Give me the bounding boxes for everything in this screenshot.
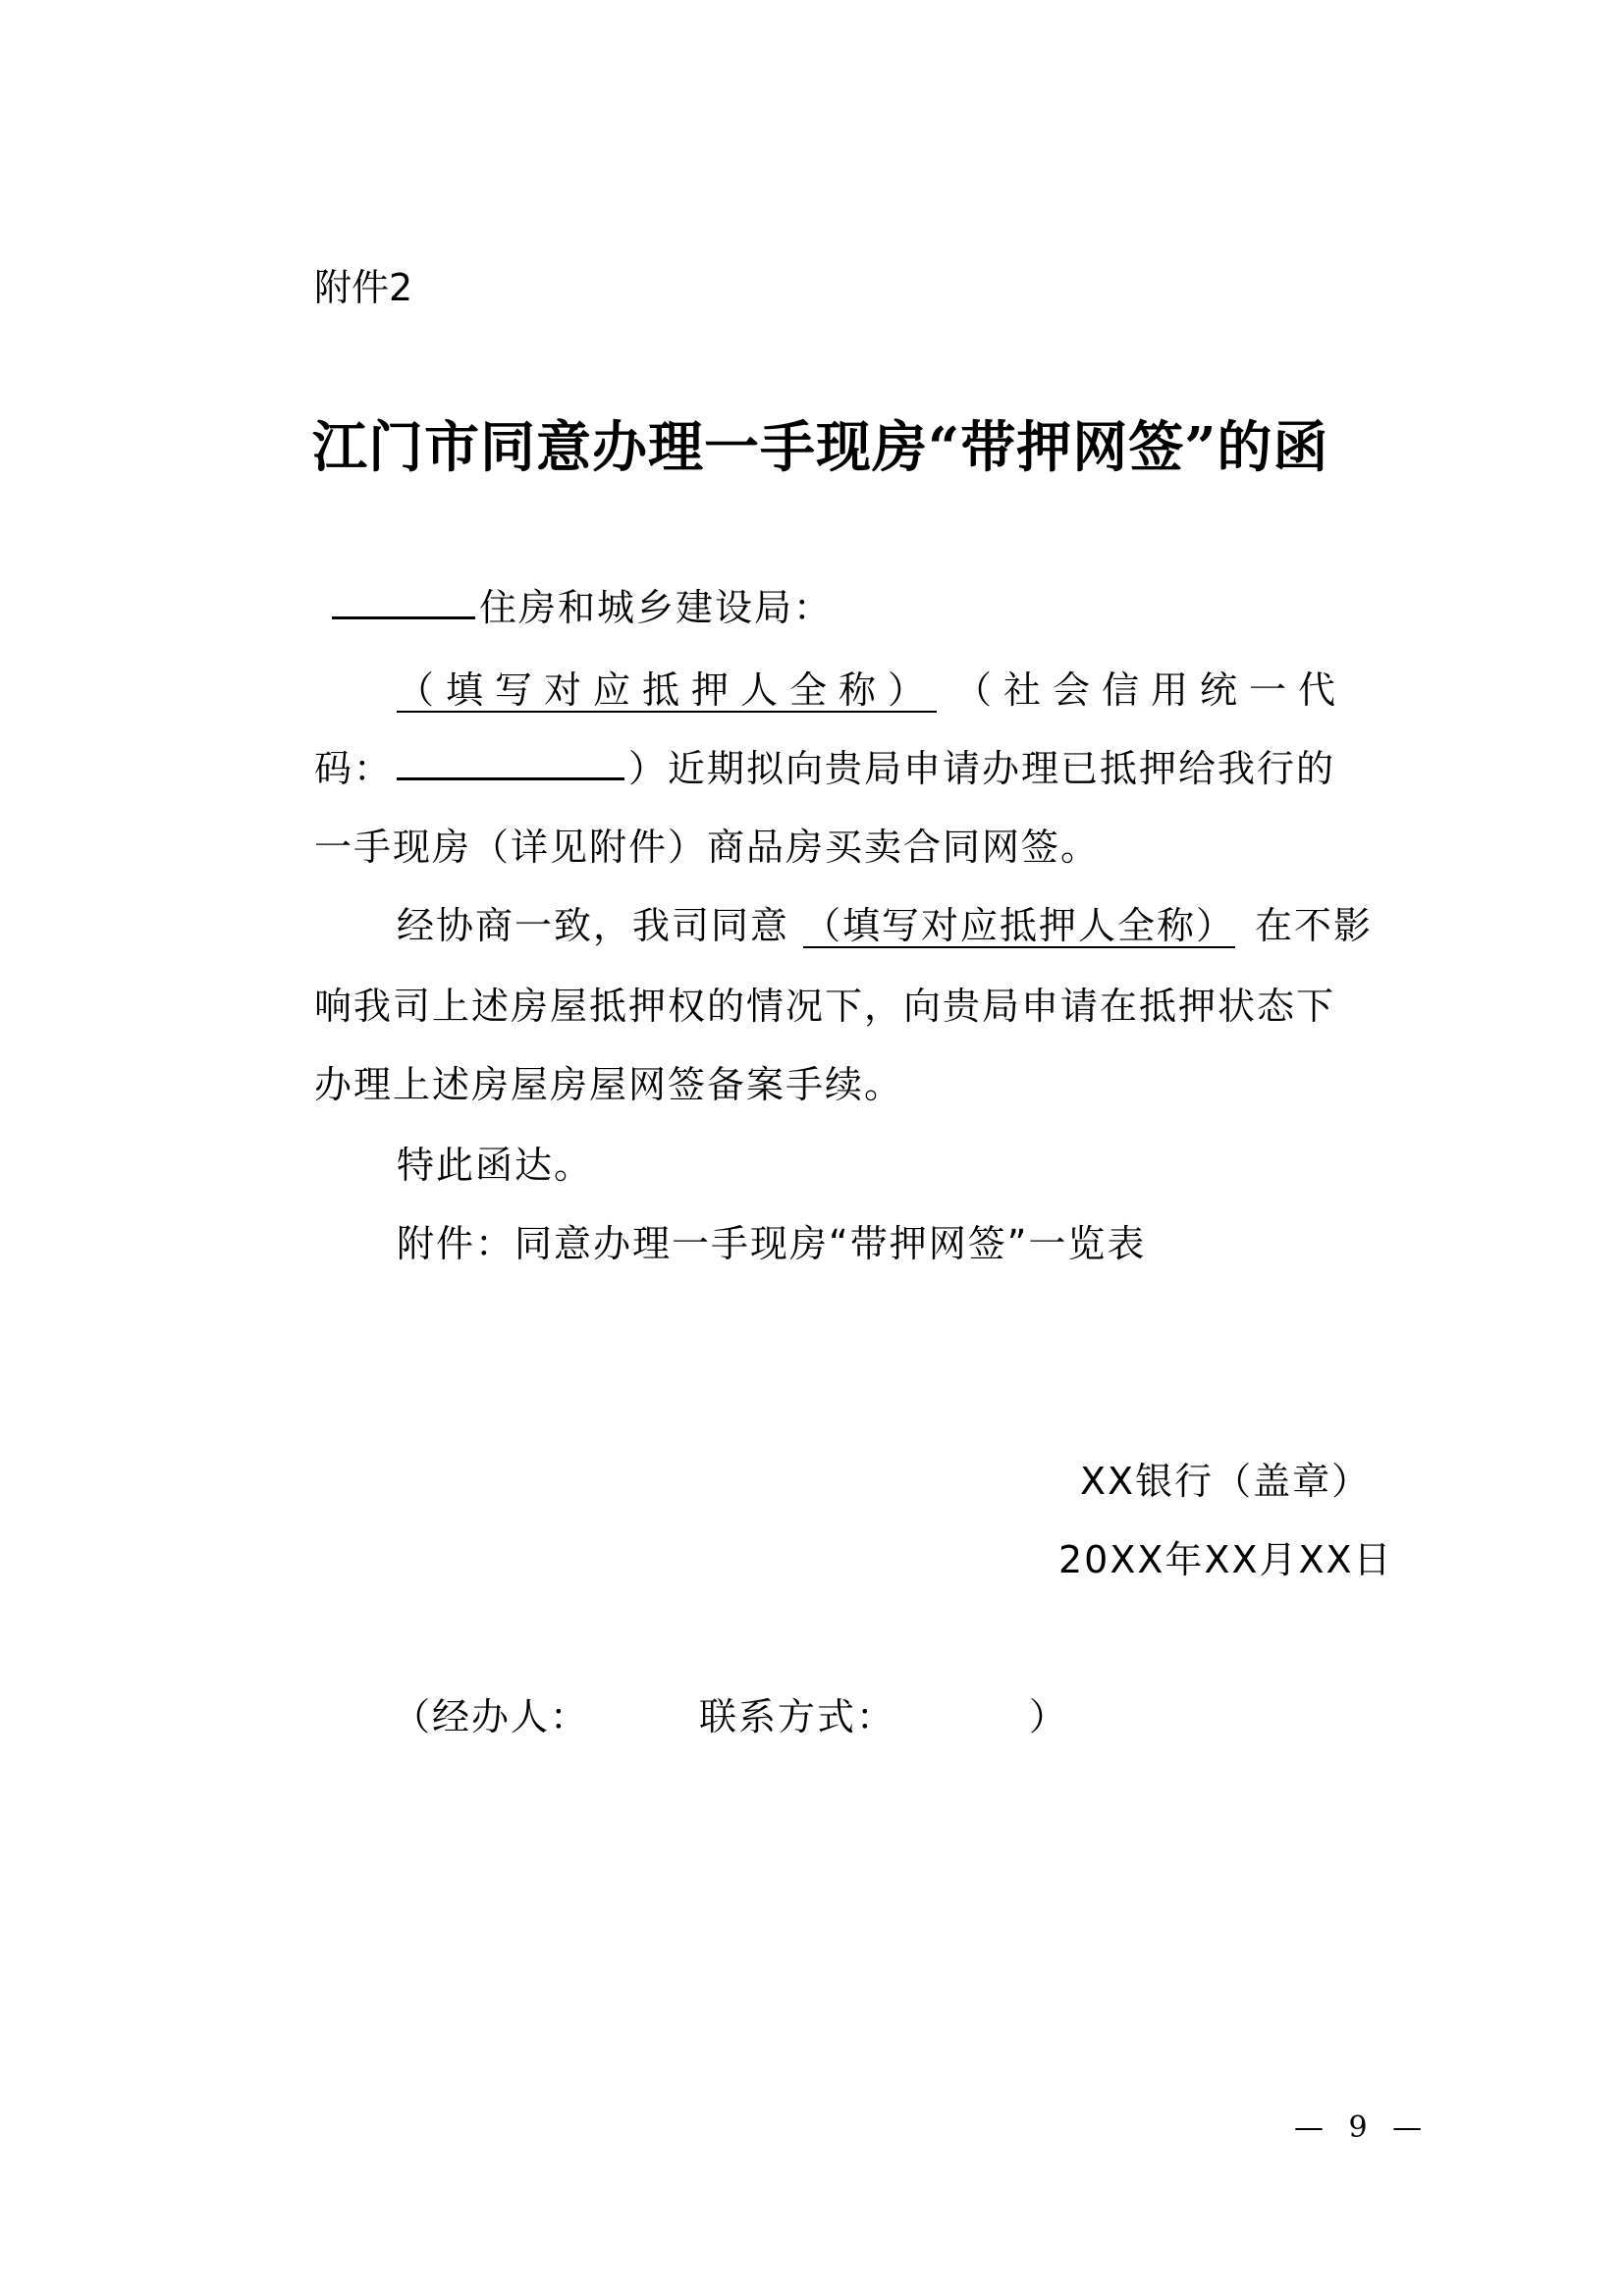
mortgagor-placeholder-1: （填写对应抵押人全称）: [397, 668, 938, 712]
paragraph1-line2-rest: ）近期拟向贵局申请办理已抵押给我行的: [628, 747, 1336, 790]
paragraph1-line3: 一手现房（详见附件）商品房买卖合同网签。: [314, 826, 1101, 869]
handler-label: 经办人：: [432, 1695, 590, 1738]
addressee-text: 住房和城乡建设局：: [479, 586, 834, 629]
attachment-label: 附件2: [314, 266, 413, 309]
closing-text: 特此函达。: [397, 1144, 594, 1187]
contact-method-label: 联系方式：: [699, 1695, 896, 1738]
attachment-note: 附件：同意办理一手现房“带押网签”一览表: [397, 1222, 1147, 1265]
paragraph2-prefix: 经协商一致，我司同意: [397, 904, 790, 947]
paragraph2-line2: 响我司上述房屋抵押权的情况下，向贵局申请在抵押状态下: [314, 985, 1336, 1028]
paragraph2-line1-suffix: 在不影: [1255, 904, 1374, 947]
paragraph1-line2-prefix: 码：: [314, 747, 394, 790]
bank-signature: XX银行（盖章）: [1080, 1460, 1372, 1503]
paragraph1-line1-rest: （社会信用统一代: [954, 668, 1348, 712]
page-number: — 9 —: [1294, 2110, 1431, 2145]
contact-close-paren: ）: [1029, 1695, 1069, 1738]
document-title: 江门市同意办理一手现房“带押网签”的函: [312, 415, 1329, 480]
paragraph2-line3: 办理上述房屋房屋网签备案手续。: [314, 1063, 904, 1106]
credit-code-blank-line: [397, 777, 624, 780]
signature-date: 20XX年XX月XX日: [1058, 1538, 1393, 1581]
contact-open-paren: （: [393, 1695, 433, 1738]
addressee-blank-line: [332, 616, 475, 619]
mortgagor-placeholder-2: （填写对应抵押人全称）: [803, 904, 1236, 947]
